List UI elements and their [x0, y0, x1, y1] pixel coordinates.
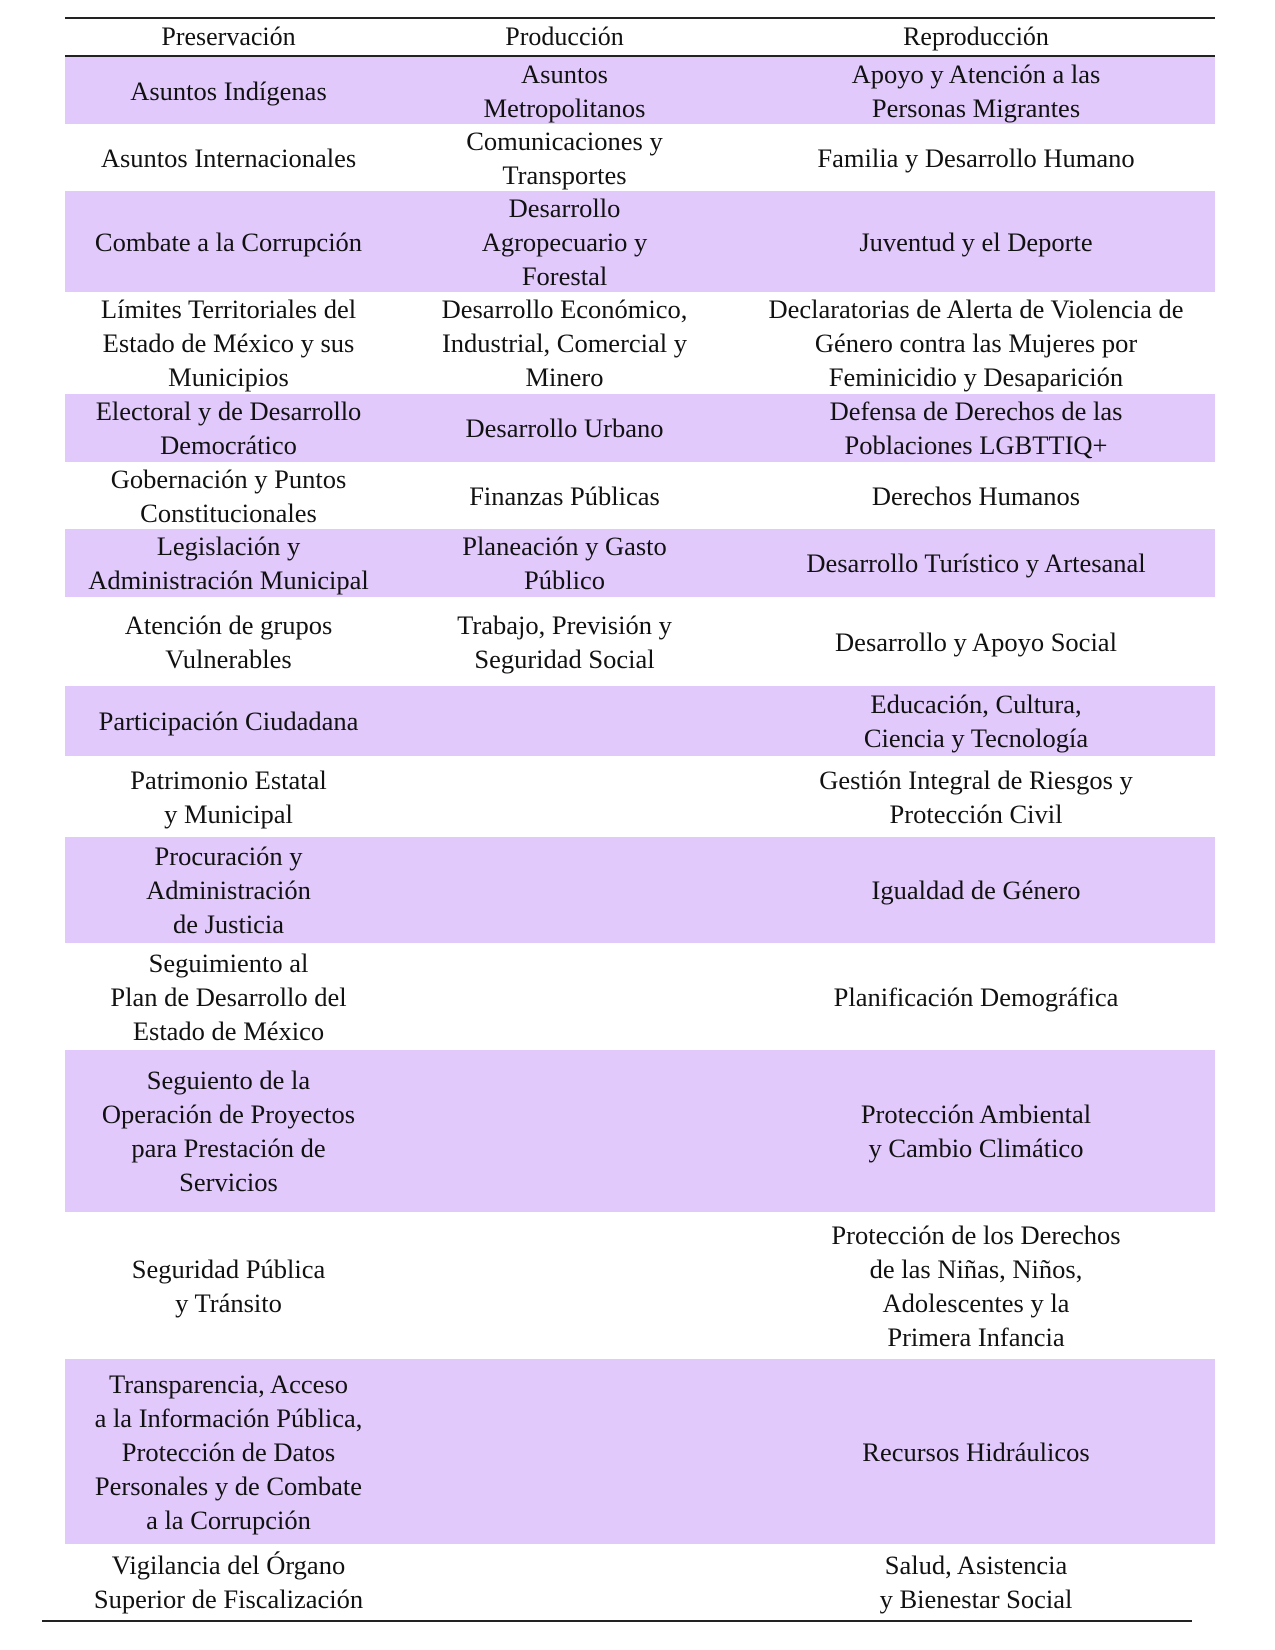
cell-preservacion: Seguimiento al Plan de Desarrollo del Estado de México — [110, 947, 347, 1046]
cell-preservacion: Seguridad Pública y Tránsito — [131, 1253, 326, 1318]
cell-reproduccion: Gestión Integral de Riesgos y Protección Civil — [819, 764, 1133, 829]
table-row — [65, 943, 1215, 1050]
table-row — [65, 686, 1215, 756]
cell-reproduccion: Juventud y el Deporte — [859, 226, 1093, 257]
cell-produccion: Asuntos Metropolitanos — [483, 58, 646, 123]
cell-produccion: Comunicaciones y Transportes — [466, 125, 663, 190]
cell-preservacion: Transparencia, Acceso a la Información Pública, Protección de Datos Personales y de Combate a la Corrupción — [94, 1368, 363, 1535]
cell-produccion: Trabajo, Previsión y Seguridad Social — [457, 609, 672, 674]
table-bottom-rule — [42, 1620, 1192, 1622]
cell-produccion — [392, 1212, 737, 1359]
cell-preservacion: Participación Ciudadana — [98, 706, 359, 736]
cell-reproduccion: Salud, Asistencia y Bienestar Social — [879, 1549, 1073, 1614]
cell-produccion — [392, 1050, 737, 1212]
table-row — [65, 597, 1215, 686]
table-row — [65, 1359, 1215, 1544]
cell-produccion: Desarrollo Agropecuario y Forestal — [481, 192, 648, 291]
cell-reproduccion: Igualdad de Género — [871, 875, 1081, 905]
cell-reproduccion: Apoyo y Atención a las Personas Migrantes — [851, 58, 1101, 123]
cell-reproduccion: Desarrollo y Apoyo Social — [835, 626, 1117, 657]
table-row — [65, 1544, 1215, 1619]
table-row — [65, 394, 1215, 462]
cell-preservacion: Combate a la Corrupción — [94, 226, 363, 257]
table-row — [65, 292, 1215, 394]
cell-reproduccion: Familia y Desarrollo Humano — [817, 142, 1135, 173]
cell-reproduccion: Educación, Cultura, Ciencia y Tecnología — [863, 689, 1089, 753]
cell-reproduccion: Planificación Demográfica — [833, 981, 1119, 1012]
cell-preservacion: Límites Territoriales del Estado de México y sus Municipios — [100, 294, 357, 392]
header-preservacion: Preservación — [161, 22, 296, 51]
cell-reproduccion: Derechos Humanos — [871, 480, 1081, 511]
cell-produccion — [392, 1544, 737, 1619]
table-row — [65, 837, 1215, 943]
cell-produccion: Desarrollo Urbano — [465, 413, 664, 443]
table-row — [65, 756, 1215, 837]
cell-preservacion: Gobernación y Puntos Constitucionales — [110, 463, 347, 528]
cell-preservacion: Patrimonio Estatal y Municipal — [130, 764, 327, 829]
table-row — [65, 1212, 1215, 1359]
cell-preservacion: Electoral y de Desarrollo Democrático — [95, 396, 362, 460]
cell-produccion — [392, 1359, 737, 1544]
table-row — [65, 1050, 1215, 1212]
header-reproduccion: Reproducción — [903, 22, 1049, 51]
cell-preservacion: Vigilancia del Órgano Superior de Fiscalización — [93, 1549, 364, 1614]
cell-produccion — [392, 756, 737, 837]
cell-preservacion: Atención de grupos Vulnerables — [124, 609, 333, 674]
cell-preservacion: Asuntos Internacionales — [100, 142, 357, 173]
cell-produccion — [392, 837, 737, 943]
table-row — [65, 462, 1215, 529]
cell-reproduccion: Desarrollo Turístico y Artesanal — [806, 548, 1146, 578]
cell-produccion: Finanzas Públicas — [469, 480, 660, 511]
cell-produccion: Planeación y Gasto Público — [462, 531, 667, 595]
cell-reproduccion: Recursos Hidráulicos — [862, 1436, 1090, 1467]
cell-reproduccion: Defensa de Derechos de las Poblaciones LGBTTIQ+ — [829, 396, 1123, 460]
cell-preservacion: Legislación y Administración Municipal — [88, 531, 369, 595]
cell-preservacion: Asuntos Indígenas — [130, 75, 327, 106]
table-row — [65, 124, 1215, 191]
cell-reproduccion: Protección de los Derechos de las Niñas, Niños, Adolescentes y la Primera Infancia — [831, 1219, 1121, 1352]
table-row — [65, 191, 1215, 292]
table-row — [65, 57, 1215, 124]
cell-reproduccion: Protección Ambiental y Cambio Climático — [860, 1099, 1092, 1163]
cell-produccion — [392, 943, 737, 1050]
table-row — [65, 529, 1215, 597]
cell-preservacion: Procuración y Administración de Justicia — [146, 841, 311, 939]
header-produccion: Producción — [505, 22, 624, 51]
cell-preservacion: Seguiento de la Operación de Proyectos para Prestación de Servicios — [101, 1065, 356, 1197]
cell-produccion — [392, 686, 737, 756]
table-header — [65, 19, 1215, 57]
cell-reproduccion: Declaratorias de Alerta de Violencia de Género contra las Mujeres por Feminicidio y Desaparición — [768, 294, 1184, 392]
cell-produccion: Desarrollo Económico, Industrial, Comercial y Minero — [441, 294, 688, 392]
